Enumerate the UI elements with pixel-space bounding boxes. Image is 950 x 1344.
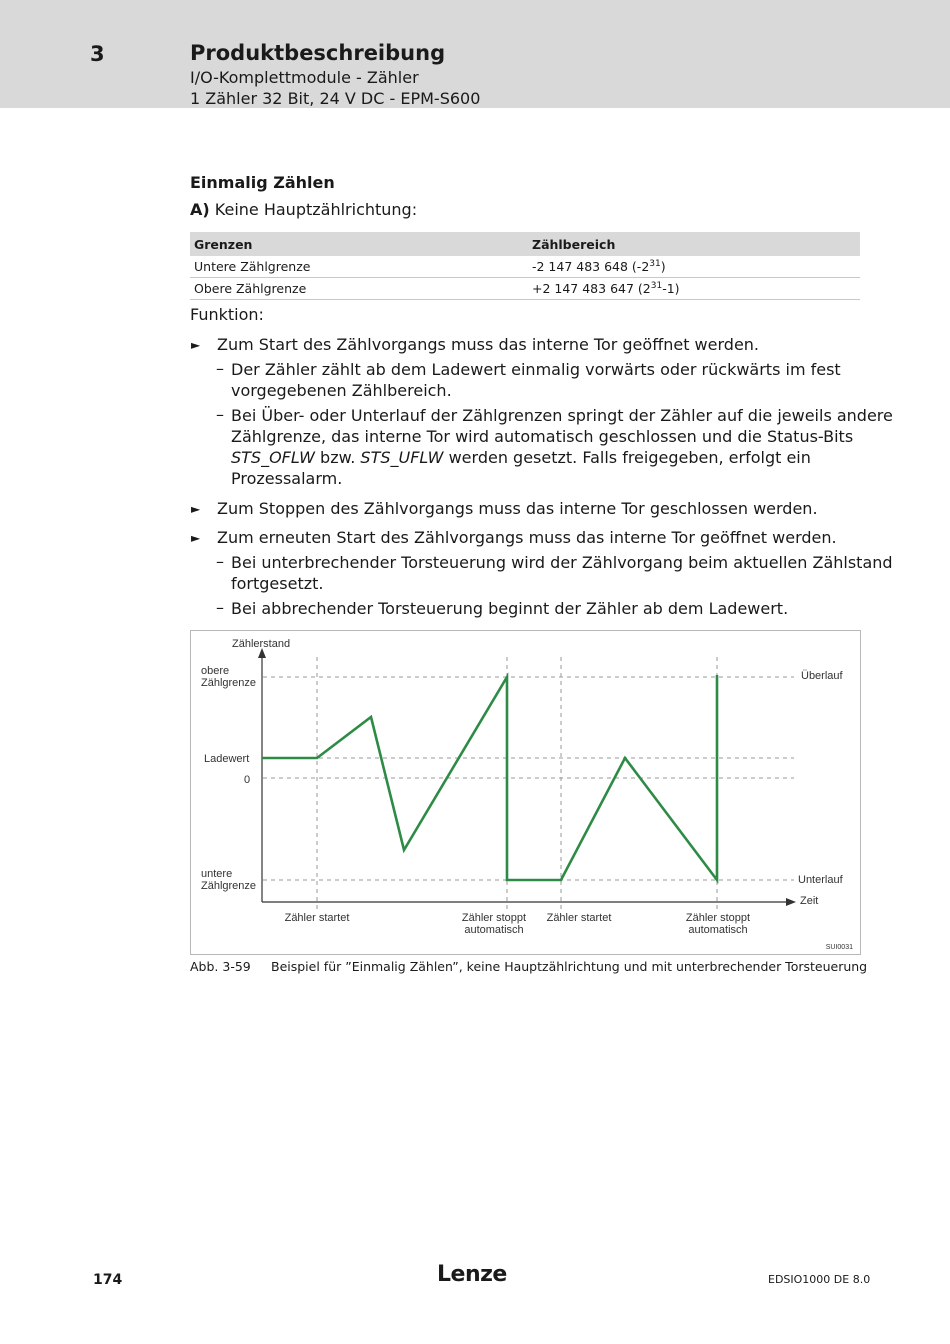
table-row [190, 278, 860, 300]
bullet-1-dash-2-line-3 [231, 447, 811, 468]
bullet-3-text: Zum erneuten Start des Zählvorgangs muss das interne Tor geöffnet werden. [217, 528, 837, 547]
value-exponent: 31 [650, 281, 663, 292]
status-bit-oflw: STS_OFLW [231, 448, 315, 467]
counter-diagram [190, 630, 861, 955]
page-number: 174 [93, 1272, 123, 1288]
text-fragment: werden gesetzt. Falls freigegeben, erfolgt ein [443, 448, 811, 467]
ladewert-label: Ladewert [204, 753, 250, 765]
bullet-1-dash-2-line-1: Bei Über- oder Unterlauf der Zählgrenzen springt der Zähler auf die jeweils andere [231, 406, 893, 425]
section-title: Einmalig Zählen [190, 173, 335, 192]
table-header-zaehlbereich: Zählbereich [528, 232, 860, 256]
dash-icon: – [216, 552, 224, 571]
table-row [190, 256, 860, 278]
subsection-prefix: A) [190, 200, 210, 219]
value-suffix: -1) [662, 281, 680, 297]
chapter-title: Produktbeschreibung [190, 41, 446, 65]
bullet-1-dash-2-line-4: Prozessalarm. [231, 469, 343, 488]
event-label-stop-1a: Zähler stoppt [461, 912, 527, 924]
upper-limit-label-2: Zählgrenze [201, 677, 257, 689]
dash-icon: – [216, 359, 224, 378]
chapter-subtitle-2: 1 Zähler 32 Bit, 24 V DC - EPM-S600 [190, 89, 481, 108]
bullet-3-dash-1-line-1: Bei unterbrechender Torsteuerung wird der Zählvorgang beim aktuellen Zählstand [231, 553, 893, 572]
text-fragment: bzw. [314, 448, 361, 467]
chapter-subtitle-1: I/O-Komplettmodule - Zähler [190, 68, 419, 87]
event-label-start-1: Zähler startet [284, 912, 350, 924]
funktion-label: Funktion: [190, 305, 264, 324]
table-cell-label: Obere Zählgrenze [190, 278, 528, 300]
counter-diagram-svg [191, 631, 860, 954]
bullet-3-dash-1-line-2: fortgesetzt. [231, 574, 324, 593]
table-cell-value [528, 278, 860, 300]
status-bit-uflw: STS_UFLW [360, 448, 444, 467]
y-axis-label: Zählerstand [232, 638, 291, 650]
bullet-triangle-icon: ► [191, 502, 201, 516]
document-id: EDSIO1000 DE 8.0 [768, 1273, 871, 1286]
value-suffix: ) [660, 259, 666, 275]
table-header-row [190, 232, 860, 256]
dash-icon: – [216, 598, 224, 617]
page-header [0, 0, 950, 108]
bullet-1-dash-1-line-2: vorgegebenen Zählbereich. [231, 381, 452, 400]
x-axis-arrow-icon [786, 898, 796, 906]
table-cell-label: Untere Zählgrenze [190, 256, 528, 278]
bullet-1-text: Zum Start des Zählvorgangs muss das interne Tor geöffnet werden. [217, 335, 760, 354]
lenze-logo: Lenze [437, 1262, 507, 1287]
bullet-1-dash-1-line-1: Der Zähler zählt ab dem Ladewert einmalig vorwärts oder rückwärts im fest [231, 360, 841, 379]
bullet-triangle-icon: ► [191, 531, 201, 545]
subsection-text: Keine Hauptzählrichtung: [209, 200, 418, 219]
dash-icon: – [216, 405, 224, 424]
event-label-stop-1b: automatisch [464, 924, 524, 936]
bullet-triangle-icon: ► [191, 338, 201, 352]
table-header-grenzen: Grenzen [190, 232, 528, 256]
figure-caption-text: Beispiel für ”Einmalig Zählen”, keine Hauptzählrichtung und mit unterbrechender Torsteuerung [271, 959, 868, 974]
figure-code: SUI0031 [825, 944, 853, 951]
chapter-number: 3 [90, 42, 105, 66]
bullet-3-dash-2: Bei abbrechender Torsteuerung beginnt der Zähler ab dem Ladewert. [231, 599, 789, 618]
limits-table [190, 232, 860, 300]
zero-label: 0 [244, 774, 251, 786]
event-label-stop-2a: Zähler stoppt [685, 912, 751, 924]
bullet-1-dash-2-line-2: Zählgrenze, das interne Tor wird automatisch geschlossen und die Status-Bits [231, 427, 854, 446]
event-label-stop-2b: automatisch [688, 924, 748, 936]
underflow-label: Unterlauf [798, 874, 843, 886]
x-axis-label: Zeit [800, 895, 819, 907]
upper-limit-label-1: obere [201, 665, 230, 677]
bullet-2-text: Zum Stoppen des Zählvorgangs muss das interne Tor geschlossen werden. [217, 499, 818, 518]
lower-limit-label-1: untere [201, 868, 233, 880]
figure-caption-number: Abb. 3-59 [190, 959, 251, 974]
lower-limit-label-2: Zählgrenze [201, 880, 257, 892]
table-cell-value [528, 256, 860, 278]
value-text: +2 147 483 647 (2 [532, 281, 651, 297]
subsection-heading [190, 200, 417, 219]
event-label-start-2: Zähler startet [546, 912, 612, 924]
overflow-label: Überlauf [801, 670, 843, 682]
value-text: -2 147 483 648 (-2 [532, 259, 650, 275]
value-exponent: 31 [649, 259, 661, 269]
